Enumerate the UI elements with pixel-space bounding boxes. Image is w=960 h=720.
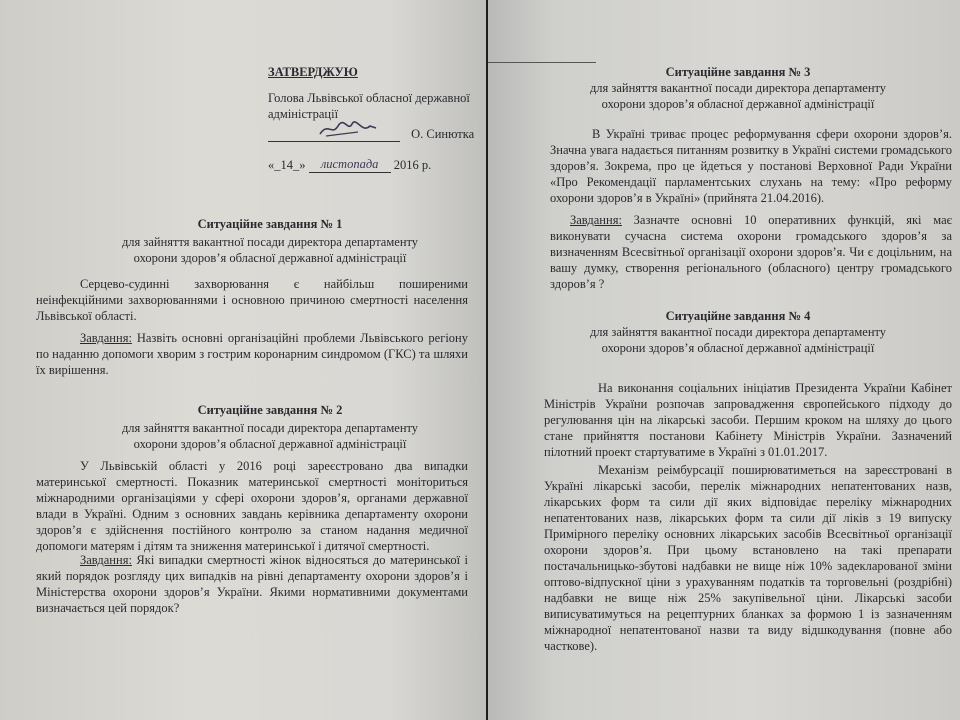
task4-subtitle-line1: для зайняття вакантної посади директора департаменту [589,325,887,339]
task1-assignment-text: Назвіть основні організаційні проблеми Львівського регіону по наданню допомоги хворим з гострим коронарним синдромом (ГКС) та шляхи їх вирішення. [36,331,468,377]
task2-subtitle-line2: охорони здоров’я обласної державної адміністрації [133,437,407,451]
approval-date-year: 2016 р. [393,158,432,172]
task3-body: В Україні триває процес реформування сфери охорони здоров’я. Значна увага надається питанням розвитку в Україні системи громадського здоров’я. Зокрема, про це йдеться у постанові Верховної Ради України «Про Рекомендації парламентських слухань на тему: «Про реформу охорони здоров’я в Україні» (прийнята 21.04.2016). [550,127,952,205]
task1-assignment-label: Завдання: [80,331,132,345]
task2-title: Ситуаційне завдання № 2 [197,403,343,417]
approval-position: Голова Львівської обласної державної адміністрації [268,91,470,121]
task3-assignment-text: Зазначте основні 10 оперативних функцій, які має виконувати сучасна система охорони громадського здоров’я за визначенням Всесвітньої організації охорони здоров’я. Чи є доцільним, на вашу думку, створення регіонального (обласного) центру громадського здоров’я ? [550,213,952,291]
signature-image [318,118,378,140]
task2-assignment-label: Завдання: [80,553,132,567]
task3-subtitle-line1: для зайняття вакантної посади директора департаменту [589,81,887,95]
task2-body: У Львівській області у 2016 році зареєстровано два випадки материнської смертності. Показник материнської смертності моніториться міжнародними організаціями у сфері охорони здоров’я, органами державної влади в Україні. Одним з основних завдань керівника департаменту охорони здоров’я є здійснення постійного контролю за станом надання медичної допомоги матерям і дітям та зниження материнської і дитячої смертності. [36,459,468,553]
task1-body: Серцево-судинні захворювання є найбільш поширеними неінфекційними захворюваннями і основною причиною смертності населення Львівської області. [36,277,468,323]
header-rule [488,62,596,63]
task3-assignment-label: Завдання: [570,213,622,227]
approval-date-month: листопада [309,156,391,173]
task1-subtitle-line1: для зайняття вакантної посади директора департаменту [121,235,419,249]
task4-body2: Механізм реімбурсації поширюватиметься на зареєстровані в Україні лікарські засоби, перелік міжнародних непатентованих назв, лікарських форм та сили дії яких відповідає переліку міжнародних непатентованих назв, лікарських форм та сили дії ліків з 19 випуску Примірного переліку основних лікарських засобів Всесвітньої організації охорони здоров’я. При цьому встановлено на такі препарати постачальницько-збутові надбавки не вище ніж 10% задекларованої зміни оптово-відпускної ціни з урахуванням податків та торговельні (роздрібні) надбавки не вище ніж 25% закупівельної ціни. Лікарські засоби виписуватимуться на рецептурних бланках за формою 1 із зазначенням міжнародної непатентованої назви та виду відшкодування (повне або часткове). [544,463,952,653]
task1-subtitle-line2: охорони здоров’я обласної державної адміністрації [133,251,407,265]
task2-subtitle-line1: для зайняття вакантної посади директора департаменту [121,421,419,435]
task3-subtitle-line2: охорони здоров’я обласної державної адміністрації [601,97,875,111]
task2-assignment-text: Які випадки смертності жінок відносяться до материнської і який порядок розгляду цих випадків на рівні департаменту охорони здоров’я і Міністерства охорони здоров’я України. Якими нормативними документами визначається цей порядок? [36,553,469,615]
task1-title: Ситуаційне завдання № 1 [197,217,343,231]
approval-heading: ЗАТВЕРДЖУЮ [268,65,358,79]
task4-subtitle-line2: охорони здоров’я обласної державної адміністрації [601,341,875,355]
approval-date [268,156,486,173]
approval-date-day: «_14_» [268,158,306,172]
task4-title: Ситуаційне завдання № 4 [665,309,811,323]
approval-signer: О. Синютка [411,127,475,141]
task3-assignment [550,212,952,292]
task1-assignment [36,330,468,378]
task3-title: Ситуаційне завдання № 3 [665,65,811,79]
task2-assignment [36,552,468,616]
document-page-right [488,0,960,720]
task4-body: На виконання соціальних ініціатив Президента України Кабінет Міністрів України розпочав запровадження європейського підходу до регулювання цін на лікарські засоби. Першим кроком на шляху до цього стане прийняття постанови Кабінету Міністрів України. Зазначений пілотний проект стартуватиме в Україні з 01.01.2017. [544,381,952,459]
